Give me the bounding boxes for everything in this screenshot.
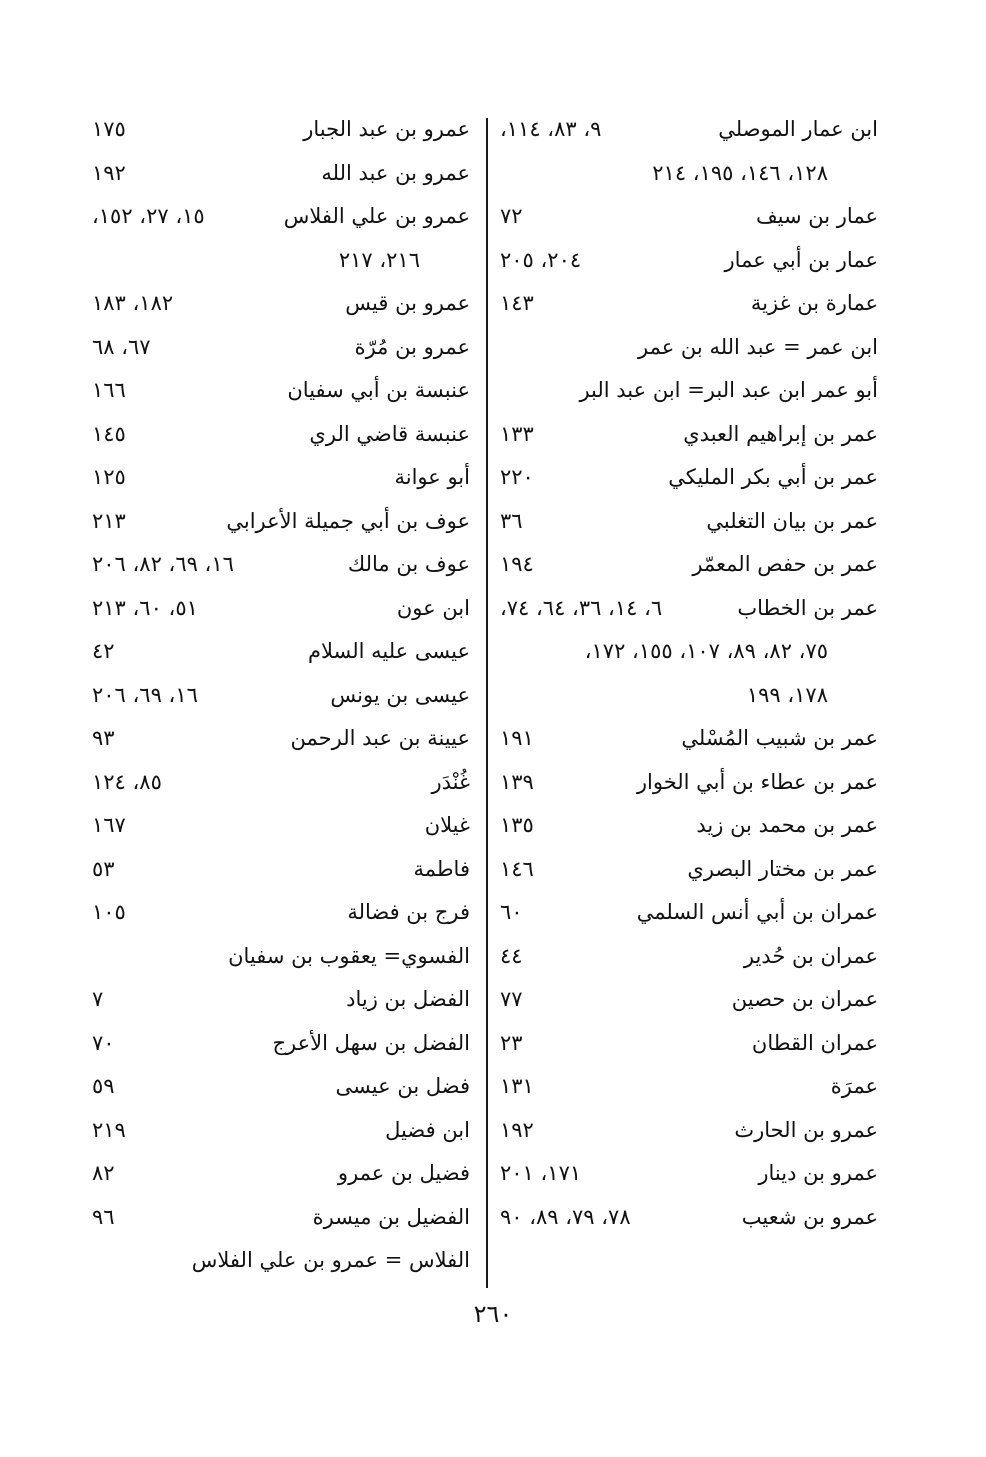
- entry-pages: ١٣٩: [500, 769, 534, 794]
- entry-name: عمر بن إبراهيم العبدي: [683, 421, 878, 446]
- index-entry: [494, 456, 884, 500]
- entry-pages: ٥٣: [92, 856, 115, 881]
- entry-pages: ٩٣: [92, 726, 115, 750]
- index-column-left: [86, 108, 476, 1283]
- entry-name: فضيل بن عمرو: [337, 1161, 470, 1185]
- index-entry: [86, 891, 476, 935]
- index-entry: [86, 500, 476, 544]
- index-entry: [86, 935, 476, 979]
- entry-name: عمار بن سيف: [755, 204, 878, 228]
- index-entry: [494, 282, 884, 326]
- entry-name: الفلاس = عمرو بن علي الفلاس: [191, 1248, 470, 1272]
- index-entry: [86, 456, 476, 500]
- entry-pages: ٣٦: [500, 508, 523, 533]
- index-entry: [494, 239, 884, 283]
- index-entry: [494, 761, 884, 805]
- entry-name: عمران بن حُدير: [743, 943, 878, 968]
- index-entry: [86, 543, 476, 587]
- entry-name: ابن عمر = عبد الله بن عمر: [638, 334, 878, 359]
- entry-pages: ١٥، ٢٧، ١٥٢،: [92, 204, 205, 228]
- entry-name: أبو عمر ابن عبد البر= ابن عبد البر: [579, 378, 878, 402]
- index-entry: [494, 1196, 884, 1240]
- entry-name: فضل بن عيسى: [335, 1074, 470, 1098]
- index-entry: [494, 978, 884, 1022]
- index-entry: [86, 195, 476, 239]
- index-entry: [86, 804, 476, 848]
- index-entry: [494, 413, 884, 457]
- entry-pages: ٨٢: [92, 1161, 115, 1185]
- entry-name: عمر بن حفص المعمّر: [692, 552, 878, 576]
- entry-name: عوف بن أبي جميلة الأعرابي: [226, 508, 470, 533]
- entry-pages: ١٢٥: [92, 465, 126, 489]
- index-entry: [86, 978, 476, 1022]
- entry-name: الفسوي= يعقوب بن سفيان: [228, 943, 470, 968]
- entry-name: عمارة بن غزية: [750, 291, 878, 315]
- entry-name: عمر بن مختار البصري: [687, 856, 878, 881]
- entry-pages: ٤٤: [500, 943, 523, 968]
- index-entry: [86, 152, 476, 196]
- entry-name: عمران بن حصين: [731, 987, 878, 1011]
- index-entry: [494, 1065, 884, 1109]
- entry-name: عمر بن محمد بن زيد: [696, 813, 878, 837]
- entry-pages: ٢٢٠: [500, 465, 534, 489]
- index-entry: [86, 282, 476, 326]
- entry-pages: ٢١٣: [92, 508, 126, 533]
- entry-pages: ١٣٣: [500, 421, 534, 446]
- entry-name: عمار بن أبي عمار: [724, 247, 878, 272]
- entry-pages: ٦٠: [500, 900, 523, 924]
- entry-name: عمر بن شبيب المُسْلي: [681, 726, 878, 750]
- entry-name: عمرو بن شعيب: [741, 1204, 878, 1229]
- entry-name: عوف بن مالك: [347, 552, 470, 576]
- entry-name: غُنْدَر: [431, 769, 470, 794]
- index-entry: [494, 1109, 884, 1153]
- entry-pages: ١٩٤: [500, 552, 534, 576]
- entry-pages: ٥٩: [92, 1074, 115, 1098]
- entry-name: ابن عون: [396, 595, 470, 620]
- entry-name: عمر بن بيان التغلبي: [706, 508, 878, 533]
- entry-pages: ٢١٩: [92, 1117, 126, 1142]
- entry-name: عيسى عليه السلام: [307, 639, 470, 663]
- entry-name: عمر بن عطاء بن أبي الخوار: [636, 769, 878, 794]
- index-entry: [86, 717, 476, 761]
- index-entry: [494, 848, 884, 892]
- index-entry: [494, 500, 884, 544]
- entry-name: عنبسة بن أبي سفيان: [287, 378, 470, 402]
- entry-pages: ٢١٦، ٢١٧: [338, 247, 420, 272]
- entry-name: عمرو بن عبد الجبار: [303, 117, 470, 141]
- entry-pages: ٧٠: [92, 1030, 115, 1055]
- index-entry: [494, 804, 884, 848]
- index-entry: [86, 848, 476, 892]
- index-entry: [86, 674, 476, 718]
- entry-name: عيينة بن عبد الرحمن: [290, 726, 470, 750]
- entry-name: فرج بن فضالة: [347, 900, 470, 924]
- entry-name: عمرو بن مُرّة: [354, 334, 470, 359]
- index-entry: [86, 108, 476, 152]
- entry-pages: ١٩٢: [500, 1117, 534, 1142]
- index-column-right: [494, 108, 884, 1239]
- index-entry: [86, 326, 476, 370]
- entry-pages: ٩٦: [92, 1204, 115, 1229]
- entry-pages: ١٢٨، ١٤٦، ١٩٥، ٢١٤: [652, 160, 828, 185]
- entry-name: عمرو بن علي الفلاس: [283, 204, 470, 228]
- entry-pages: ١٠٥: [92, 900, 126, 924]
- entry-pages: ١٧٥: [92, 117, 126, 141]
- entry-name: غيلان: [424, 813, 470, 837]
- entry-pages: ٢٣: [500, 1030, 523, 1055]
- index-entry: [86, 1022, 476, 1066]
- entry-name: ابن عمار الموصلي: [718, 117, 878, 141]
- entry-pages: ١٦، ٦٩، ٨٢، ٢٠٦: [92, 552, 234, 576]
- index-entry: [86, 1196, 476, 1240]
- entry-pages: ٧٧: [500, 987, 523, 1011]
- index-entry: [494, 674, 884, 718]
- index-entry: [494, 1022, 884, 1066]
- entry-name: عمرو بن الحارث: [734, 1117, 878, 1142]
- index-entry: [494, 543, 884, 587]
- entry-pages: ١٨٢، ١٨٣: [92, 291, 174, 315]
- entry-pages: ١٦، ٦٩، ٢٠٦: [92, 682, 198, 707]
- index-entry: [494, 630, 884, 674]
- index-entry: [86, 761, 476, 805]
- entry-pages: ١٤٦: [500, 856, 534, 881]
- entry-pages: ١٦٧: [92, 813, 126, 837]
- index-entry: [494, 152, 884, 196]
- index-entry: [86, 239, 476, 283]
- entry-pages: ٦، ١٤، ٣٦، ٦٤، ٧٤،: [500, 595, 663, 620]
- entry-pages: ١٧١، ٢٠١: [500, 1161, 582, 1185]
- column-divider: [486, 118, 488, 1288]
- entry-name: عنبسة قاضي الري: [309, 421, 470, 446]
- index-entry: [494, 1152, 884, 1196]
- index-entry: [494, 717, 884, 761]
- entry-name: عمران بن أبي أنس السلمي: [636, 900, 878, 924]
- index-entry: [86, 1239, 476, 1283]
- index-entry: [86, 587, 476, 631]
- entry-pages: ٧٥، ٨٢، ٨٩، ١٠٧، ١٥٥، ١٧٢،: [584, 639, 828, 663]
- page-number: ٢٦٠: [473, 1300, 513, 1328]
- entry-name: ابن فضيل: [385, 1117, 470, 1142]
- entry-pages: ٦٧، ٦٨: [92, 334, 151, 359]
- entry-pages: ٥١، ٦٠، ٢١٣: [92, 595, 198, 620]
- entry-name: أبو عوانة: [394, 465, 470, 489]
- entry-pages: ١٧٨، ١٩٩: [746, 682, 828, 707]
- entry-pages: ٧: [92, 987, 104, 1011]
- entry-name: فاطمة: [413, 856, 470, 881]
- entry-name: عمرو بن دينار: [758, 1161, 878, 1185]
- index-entry: [86, 413, 476, 457]
- entry-name: الفضل بن سهل الأعرج: [272, 1030, 470, 1055]
- entry-pages: ٨٥، ١٢٤: [92, 769, 162, 794]
- index-entry: [494, 108, 884, 152]
- entry-pages: ١٩٢: [92, 160, 126, 185]
- entry-pages: ١٤٥: [92, 421, 126, 446]
- index-entry: [86, 1152, 476, 1196]
- entry-pages: ٤٢: [92, 639, 115, 663]
- entry-name: عمر بن أبي بكر المليكي: [668, 465, 878, 489]
- index-entry: [86, 1109, 476, 1153]
- entry-pages: ١٣٥: [500, 813, 534, 837]
- index-entry: [494, 326, 884, 370]
- entry-pages: ١٣١: [500, 1074, 534, 1098]
- entry-name: عمرو بن عبد الله: [321, 160, 470, 185]
- index-entry: [494, 587, 884, 631]
- entry-pages: ١٩١: [500, 726, 534, 750]
- entry-name: عمر بن الخطاب: [737, 595, 878, 620]
- index-entry: [494, 891, 884, 935]
- index-entry: [86, 369, 476, 413]
- entry-name: الفضل بن زياد: [346, 987, 470, 1011]
- entry-pages: ١٤٣: [500, 291, 534, 315]
- index-entry: [494, 195, 884, 239]
- index-entry: [494, 369, 884, 413]
- entry-name: عمرو بن قيس: [345, 291, 470, 315]
- index-entry: [494, 935, 884, 979]
- entry-pages: ٢٠٤، ٢٠٥: [500, 247, 582, 272]
- entry-name: عيسى بن يونس: [330, 682, 470, 707]
- index-entry: [86, 630, 476, 674]
- entry-pages: ٧٨، ٧٩، ٨٩، ٩٠: [500, 1204, 631, 1229]
- entry-pages: ٧٢: [500, 204, 523, 228]
- entry-pages: ٩، ٨٣، ١١٤،: [500, 117, 602, 141]
- entry-name: عمران القطان: [751, 1030, 878, 1055]
- index-entry: [86, 1065, 476, 1109]
- entry-pages: ١٦٦: [92, 378, 126, 402]
- entry-name: الفضيل بن ميسرة: [312, 1204, 470, 1229]
- entry-name: عمرَة: [830, 1074, 878, 1098]
